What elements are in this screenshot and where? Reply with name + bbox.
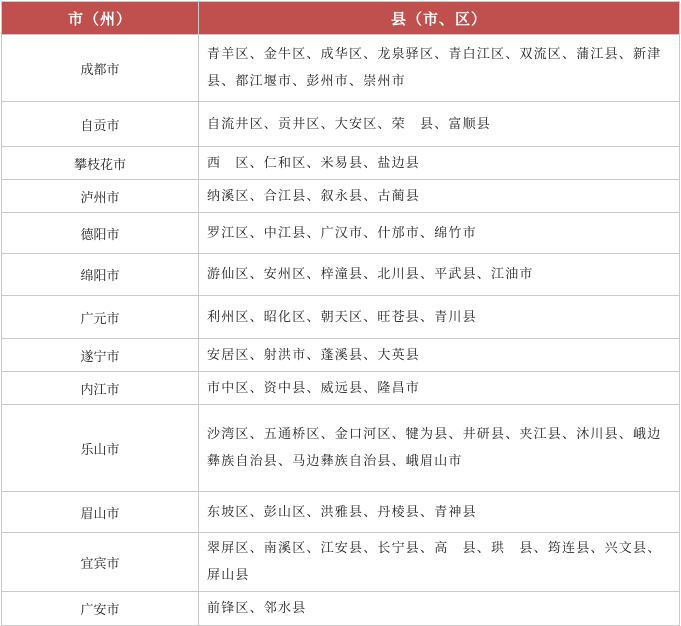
table-body bbox=[2, 35, 680, 626]
county-list-cell: 市中区、资中县、威远县、隆昌市 bbox=[199, 372, 680, 405]
city-cell: 泸州市 bbox=[2, 180, 199, 213]
table-row bbox=[2, 147, 680, 180]
city-cell: 遂宁市 bbox=[2, 339, 199, 372]
county-list-cell: 东坡区、彭山区、洪雅县、丹棱县、青神县 bbox=[199, 492, 680, 533]
city-cell: 眉山市 bbox=[2, 492, 199, 533]
table-row bbox=[2, 372, 680, 405]
county-list-cell: 沙湾区、五通桥区、金口河区、犍为县、井研县、夹江县、沐川县、峨边彝族自治县、马边彝族自治县、峨眉山市 bbox=[199, 405, 680, 492]
city-cell: 自贡市 bbox=[2, 102, 199, 147]
table-row bbox=[2, 405, 680, 492]
table-row bbox=[2, 492, 680, 533]
city-cell: 广元市 bbox=[2, 296, 199, 339]
city-column-header: 市（州） bbox=[2, 2, 199, 35]
administrative-division-table bbox=[1, 1, 680, 626]
city-cell: 成都市 bbox=[2, 35, 199, 102]
county-list-cell: 安居区、射洪市、蓬溪县、大英县 bbox=[199, 339, 680, 372]
county-list-cell: 前锋区、邻水县 bbox=[199, 592, 680, 626]
city-cell: 广安市 bbox=[2, 592, 199, 626]
city-cell: 宜宾市 bbox=[2, 533, 199, 592]
county-column-header: 县（市、区） bbox=[199, 2, 680, 35]
table-row bbox=[2, 339, 680, 372]
city-cell: 内江市 bbox=[2, 372, 199, 405]
table-row bbox=[2, 254, 680, 296]
county-list-cell: 青羊区、金牛区、成华区、龙泉驿区、青白江区、双流区、蒲江县、新津县、都江堰市、彭州市、崇州市 bbox=[199, 35, 680, 102]
table-row bbox=[2, 296, 680, 339]
county-list-cell: 利州区、昭化区、朝天区、旺苍县、青川县 bbox=[199, 296, 680, 339]
city-cell: 攀枝花市 bbox=[2, 147, 199, 180]
city-cell: 绵阳市 bbox=[2, 254, 199, 296]
county-list-cell: 西 区、仁和区、米易县、盐边县 bbox=[199, 147, 680, 180]
table-header bbox=[2, 2, 680, 35]
county-list-cell: 罗江区、中江县、广汉市、什邡市、绵竹市 bbox=[199, 213, 680, 254]
table-row bbox=[2, 592, 680, 626]
city-cell: 乐山市 bbox=[2, 405, 199, 492]
table-row bbox=[2, 102, 680, 147]
table-row bbox=[2, 533, 680, 592]
county-list-cell: 游仙区、安州区、梓潼县、北川县、平武县、江油市 bbox=[199, 254, 680, 296]
county-list-cell: 自流井区、贡井区、大安区、荣 县、富顺县 bbox=[199, 102, 680, 147]
county-list-cell: 翠屏区、南溪区、江安县、长宁县、高 县、珙 县、筠连县、兴文县、屏山县 bbox=[199, 533, 680, 592]
table-row bbox=[2, 213, 680, 254]
county-list-cell: 纳溪区、合江县、叙永县、古蔺县 bbox=[199, 180, 680, 213]
table-row bbox=[2, 180, 680, 213]
header-row bbox=[2, 2, 680, 35]
table-row bbox=[2, 35, 680, 102]
city-cell: 德阳市 bbox=[2, 213, 199, 254]
